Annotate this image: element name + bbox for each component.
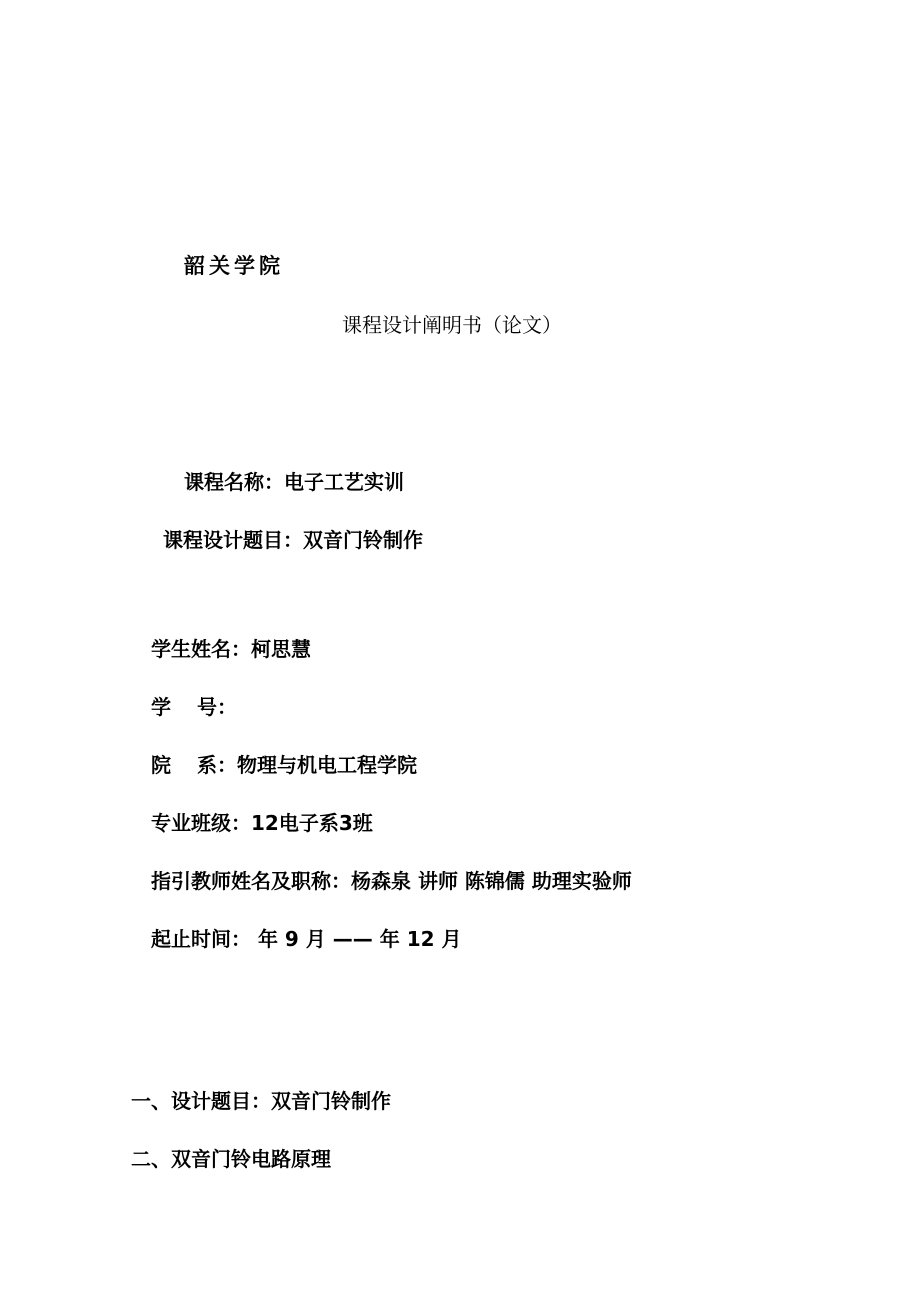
- major-class-field: 专业班级：12电子系3班: [151, 811, 373, 835]
- section-heading-1: 一、设计题目：双音门铃制作: [131, 1089, 391, 1113]
- school-name: 韶关学院: [184, 254, 284, 278]
- student-name-field: 学生姓名：柯思慧: [151, 637, 311, 661]
- document-type-title: 课程设计阐明书（论文）: [342, 313, 562, 337]
- student-id-field: [151, 697, 237, 717]
- course-name-field: 课程名称：电子工艺实训: [184, 470, 404, 494]
- instructors-field: 指引教师姓名及职称：杨森泉 讲师 陈锦儒 助理实验师: [151, 869, 632, 893]
- department-label-a: 院: [151, 753, 171, 777]
- department-field: [151, 755, 417, 775]
- design-topic-field: 课程设计题目：双音门铃制作: [163, 528, 423, 552]
- student-id-label-b: 号：: [197, 695, 237, 719]
- period-field: 起止时间： 年 9 月 —— 年 12 月: [151, 927, 462, 951]
- student-id-label-a: 学: [151, 695, 171, 719]
- department-label-b: 系：物理与机电工程学院: [197, 753, 417, 777]
- section-heading-2: 二、双音门铃电路原理: [131, 1147, 331, 1171]
